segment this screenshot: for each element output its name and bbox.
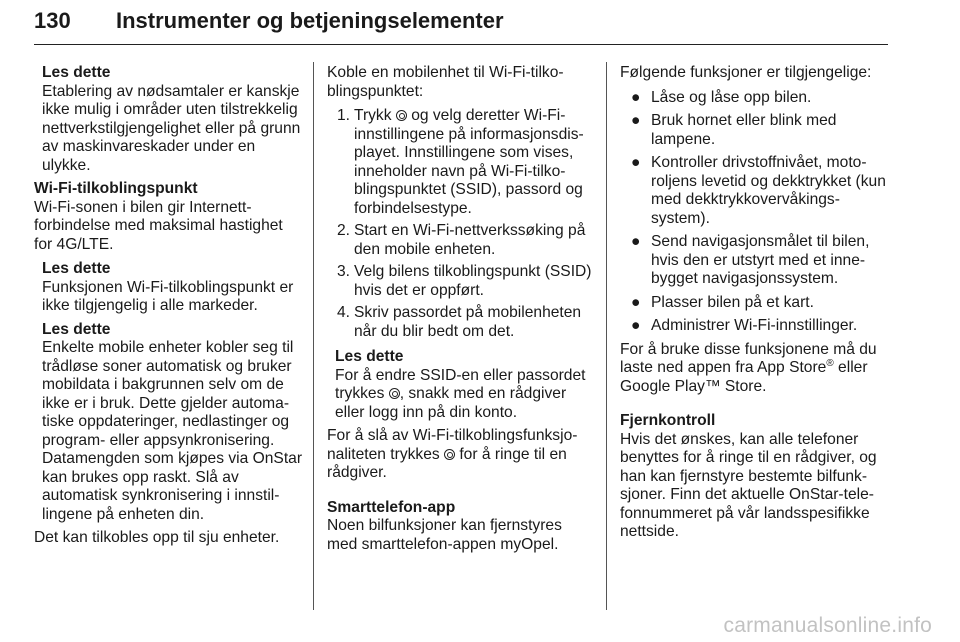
bullet-icon: ● xyxy=(631,233,641,250)
note-title: Les dette xyxy=(42,64,111,81)
step-text: Start en Wi-Fi-nettverkssøking på den mobile enheten. xyxy=(354,222,586,258)
features-list xyxy=(620,89,890,336)
bullet-icon: ● xyxy=(631,112,641,129)
registered-mark: ® xyxy=(826,357,834,369)
list-item xyxy=(620,233,890,289)
note-title: Les dette xyxy=(335,348,404,365)
page-title: Instrumenter og betjeningselementer xyxy=(116,8,504,33)
note-body: Etablering av nødsamtaler er kanskje ikke mulig i områder uten tilstrekkelig nettverkstilgjengelighet eller på grunn av maskinvareskader under en ulykke. xyxy=(42,82,301,174)
column-left xyxy=(34,64,302,554)
note-box xyxy=(34,64,302,175)
step-text: Velg bilens tilkoblingspunkt (SSID) hvis det er oppført. xyxy=(354,263,592,299)
list-item-text: Bruk hornet eller blink med lampene. xyxy=(651,112,837,148)
paragraph xyxy=(327,427,595,483)
step-number: 1. xyxy=(337,107,351,124)
list-item xyxy=(620,154,890,228)
section-title-remote-control: Fjernkontroll xyxy=(620,412,716,429)
paragraph-text: For å slå av Wi-Fi-tilkoblingsfunksjo-naliteten trykkes xyxy=(327,427,578,463)
page-number: 130 xyxy=(34,8,71,33)
paragraph-text: For å bruke disse funksjonene må du laste ned appen fra App Store xyxy=(620,340,877,376)
list-item xyxy=(327,263,595,300)
list-item xyxy=(620,89,890,108)
note-title: Les dette xyxy=(42,320,111,338)
list-item-text: Administrer Wi-Fi-innstillinger. xyxy=(651,317,858,334)
step-number: 2. xyxy=(337,222,351,239)
note-text: , snakk med en rådgiver eller logg inn på din konto. xyxy=(335,385,567,421)
note-body: Funksjonen Wi-Fi-tilkoblingspunkt er ikke tilgjengelig i alle markeder. xyxy=(42,278,294,314)
note-text: For å endre SSID-en eller passordet trykkes xyxy=(335,366,586,402)
paragraph: Koble en mobilenhet til Wi-Fi-tilko-blingspunktet: xyxy=(327,64,564,100)
column-right xyxy=(620,64,890,548)
note-box xyxy=(327,348,595,422)
steps-list xyxy=(327,107,595,341)
section-title-wifi-hotspot: Wi-Fi-tilkoblingspunkt xyxy=(34,180,198,197)
watermark: carmanualsonline.info xyxy=(723,614,932,637)
paragraph: Det kan tilkobles opp til sju enheter. xyxy=(34,529,280,546)
onstar-icon xyxy=(444,449,455,460)
section-title-smartphone-app: Smarttelefon-app xyxy=(327,498,456,516)
list-item-text: Plasser bilen på et kart. xyxy=(651,293,814,311)
paragraph xyxy=(620,341,890,397)
paragraph: Noen bilfunksjoner kan fjernstyres med smarttelefon-appen myOpel. xyxy=(327,517,562,553)
step-text: og velg deretter Wi-Fi-innstillingene på informasjonsdis-playet. Innstillingene som vises, inneholder navn på Wi-Fi-tilko-blingspunktet (SSID), passord og forbindelsestype. xyxy=(354,107,584,217)
list-item xyxy=(327,304,595,341)
list-item xyxy=(620,317,890,336)
paragraph: Wi-Fi-sonen i bilen gir Internett-forbindelse med maksimal hastighet for 4G/LTE. xyxy=(34,198,283,253)
step-text: Skriv passordet på mobilenheten når du blir bedt om det. xyxy=(354,304,582,340)
list-item-text: Låse og låse opp bilen. xyxy=(651,88,812,106)
list-item-text: Send navigasjonsmålet til bilen, hvis den er utstyrt med et inne-bygget navigasjonssystem. xyxy=(651,233,870,287)
wifi-hotspot-icon xyxy=(396,110,407,121)
list-item-text: Kontroller drivstoffnivået, moto-roljens levetid og dekktrykket (kun med dekktrykkovervåkings-system). xyxy=(651,154,886,227)
bullet-icon: ● xyxy=(631,293,641,311)
page-header xyxy=(34,6,888,45)
list-item xyxy=(620,112,890,149)
note-box xyxy=(34,260,302,316)
step-text: Trykk xyxy=(354,107,396,124)
column-middle xyxy=(327,64,595,560)
column-divider xyxy=(313,62,314,610)
note-title: Les dette xyxy=(42,260,111,277)
note-body xyxy=(335,367,595,423)
list-item xyxy=(327,107,595,218)
onstar-icon xyxy=(389,388,400,399)
paragraph-text: eller Google Play™ Store. xyxy=(620,359,868,395)
step-number: 4. xyxy=(337,304,351,321)
paragraph: Hvis det ønskes, kan alle telefoner benyttes for å ringe til en rådgiver, og han kan fjernstyre bestemte bilfunk-sjoner. Finn det aktuelle OnStar-tele-fonnummeret på vår landsspesifikke nettside. xyxy=(620,430,877,540)
list-item xyxy=(620,294,890,313)
list-item xyxy=(327,222,595,259)
bullet-icon: ● xyxy=(631,88,641,106)
column-divider xyxy=(606,62,607,610)
note-box xyxy=(34,321,302,525)
paragraph: Følgende funksjoner er tilgjengelige: xyxy=(620,64,872,81)
paragraph-text: for å ringe til en rådgiver. xyxy=(327,445,567,481)
bullet-icon: ● xyxy=(631,317,641,334)
bullet-icon: ● xyxy=(631,154,641,171)
note-body: Enkelte mobile enheter kobler seg til trådløse soner automatisk og bruker mobildata i bakgrunnen selv om de ikke er i bruk. Dette gjelder automa-tiske oppdateringer, nedlastinger og program- eller appsynkronisering. Datamengden som kjøpes via OnStar kan brukes opp raskt. Slå av automatisk synkronisering i innstil-lingene på enheten din. xyxy=(42,339,303,523)
step-number: 3. xyxy=(337,263,351,280)
